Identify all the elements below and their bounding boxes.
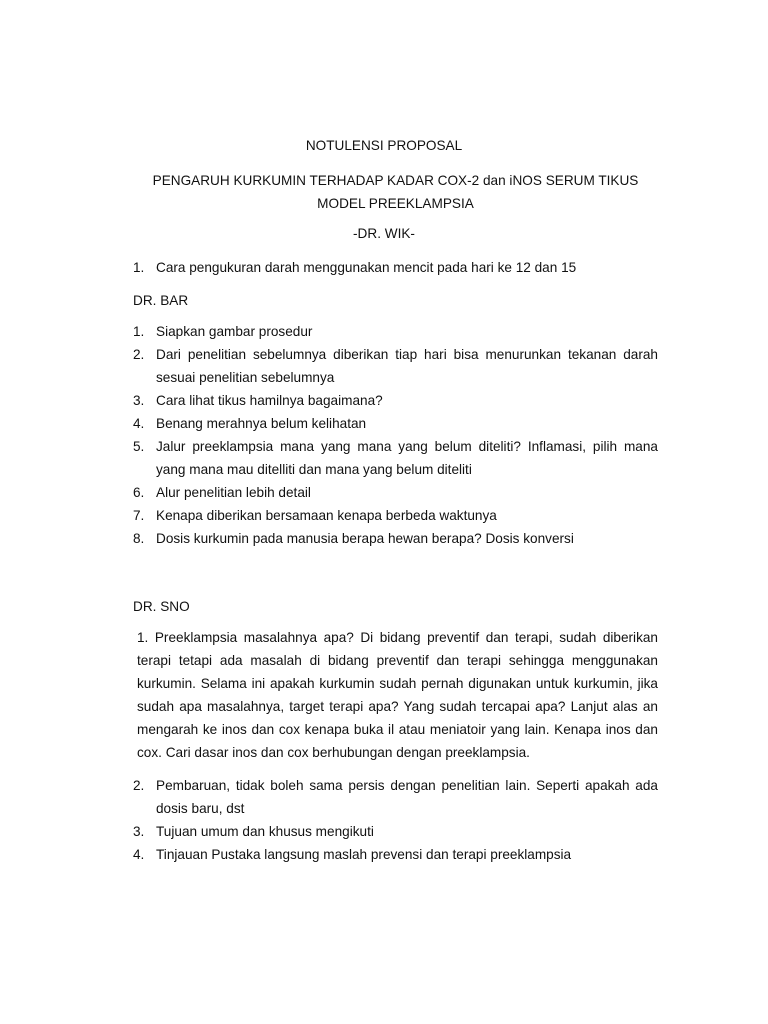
list-item-number: 8. [133,531,145,546]
list-item-number: 1. [133,260,145,275]
section-bar-list [133,320,658,550]
list-item [133,843,658,866]
list-item-text: Dari penelitian sebelumnya diberikan tiap hari bisa menurunkan tekanan darah sesuai penelitian sebelumnya [156,347,658,385]
list-item-number: 6. [133,485,145,500]
list-item-text: Pembaruan, tidak boleh sama persis dengan penelitian lain. Seperti apakah ada dosis baru, dst [156,778,658,816]
list-item-text: Tujuan umum dan khusus mengikuti [156,824,374,839]
section-sno-list [133,774,658,866]
list-item [133,320,658,343]
section-wik-list [133,256,658,279]
subtitle-line-1: PENGARUH KURKUMIN TERHADAP KADAR COX-2 dan iNOS SERUM TIKUS [152,173,639,188]
list-item-number: 5. [133,439,145,454]
list-item [133,504,658,527]
list-item-text: Tinjauan Pustaka langsung maslah prevensi dan terapi preeklampsia [156,847,572,862]
section-heading-bar: DR. BAR [133,293,189,308]
list-item-text: Cara lihat tikus hamilnya bagaimana? [156,393,383,408]
document-title: NOTULENSI PROPOSAL [305,138,463,153]
list-item [133,343,658,389]
list-item [133,820,658,843]
list-item-text: Siapkan gambar prosedur [156,324,313,339]
list-item-text: Jalur preeklampsia mana yang mana yang belum diteliti? Inflamasi, pilih mana yang mana mau ditelliti dan mana yang belum diteliti [156,439,658,477]
list-item [133,435,658,481]
list-item [133,389,658,412]
list-item-text: Cara pengukuran darah menggunakan mencit pada hari ke 12 dan 15 [156,260,577,275]
list-item [133,256,658,279]
list-item-number: 4. [133,847,145,862]
list-item [133,527,658,550]
list-item [133,481,658,504]
list-item-number: 2. [133,778,145,793]
list-item [133,412,658,435]
list-item-text: Benang merahnya belum kelihatan [156,416,367,431]
list-item-number: 3. [133,824,145,839]
section-heading-sno: DR. SNO [133,599,190,614]
section-sno-paragraph-block [133,626,658,764]
list-item-text: Kenapa diberikan bersamaan kenapa berbeda waktunya [156,508,497,523]
list-item-number: 3. [133,393,145,408]
list-item-text: Dosis kurkumin pada manusia berapa hewan berapa? Dosis konversi [156,531,574,546]
list-item-number: 2. [133,347,145,362]
sno-item-1-paragraph: 1. Preeklampsia masalahnya apa? Di bidang preventif dan terapi, sudah diberikan terapi tetapi ada masalah di bidang preventif dan terapi sehingga menggunakan kurkumin. Selama ini apakah kurkumin sudah pernah digunakan untuk kurkumin, jika sudah apa masalahnya, target terapi apa? Yang sudah tercapai apa? Lanjut alas an mengarah ke inos dan cox kenapa buka il atau meniatoir yang lain. Kenapa inos dan cox. Cari dasar inos dan cox berhubungan dengan preeklampsia. [137,630,658,760]
list-item-text: Alur penelitian lebih detail [156,485,311,500]
list-item-number: 4. [133,416,145,431]
subtitle-line-2: MODEL PREEKLAMPSIA [317,196,474,211]
list-item-number: 1. [133,324,145,339]
list-item-number: 7. [133,508,145,523]
section-heading-wik: -DR. WIK- [353,226,415,241]
list-item [133,774,658,820]
document-subtitle [133,169,658,215]
